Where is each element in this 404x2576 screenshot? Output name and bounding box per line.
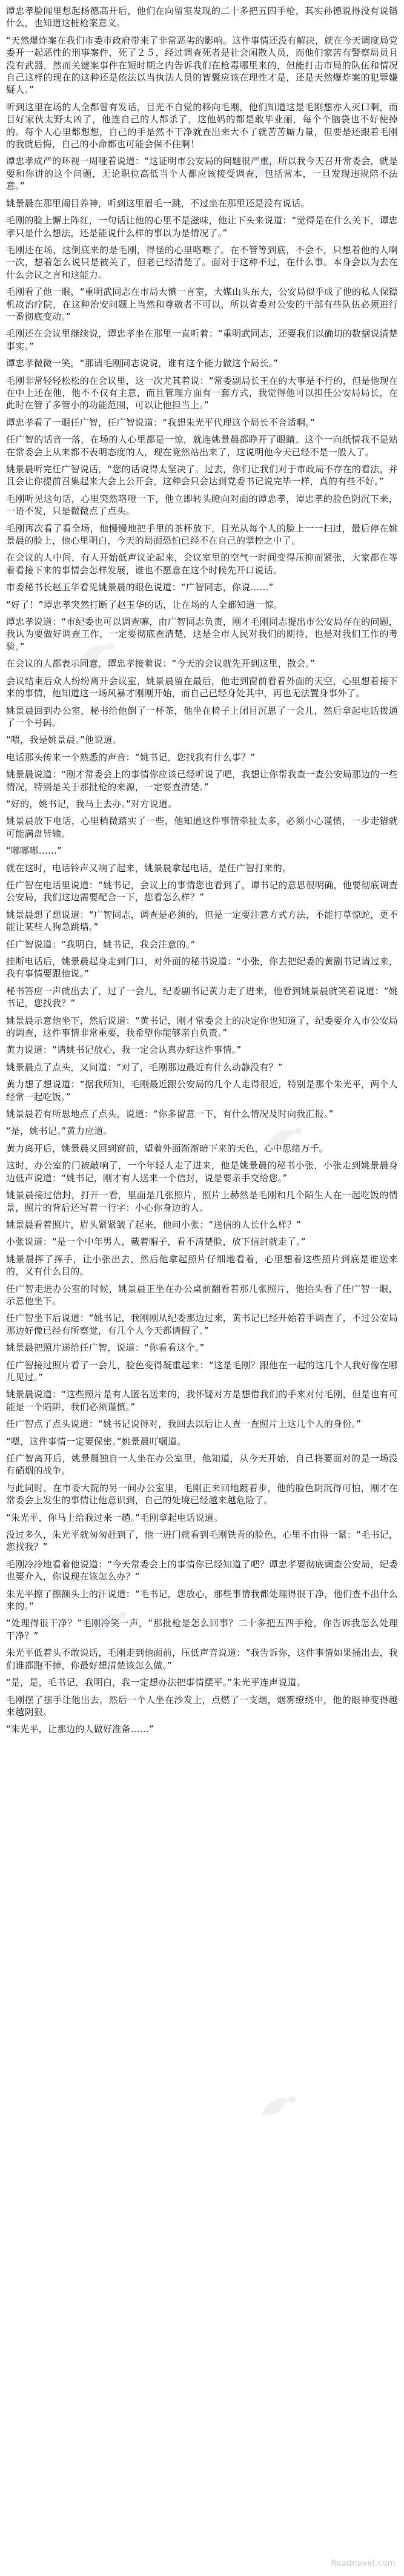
paragraph: 黄力说道：“请姚书记放心，我一定会认真办好这件事情。”: [6, 1044, 242, 1056]
paragraph: 姚景晨回到办公室，秘书给他倒了一杯茶，他坐在椅子上闭目沉思了一会儿，然后拿起电话拨通了一个号码。: [6, 705, 398, 728]
paragraph: 毛刚看了他一眼，“重明武同志在市局大慎一言室，大媒山头东大，公安局似乎成了他的私人保镖机故治疗院，在这种治安问题上当然和尊敬者不可以，所以省委对公安的干部有些队伍必须进行一番彻底变动。”: [6, 286, 398, 322]
paragraph: 姚景晨说道：“刚才常委会上的事情你应该已经听说了吧，我想让你帮我查一查公安局那边的一些情况，特别是关于那批枪的来源，一定要查清楚。”: [6, 769, 398, 792]
watermark-logo: [254, 2089, 306, 2125]
paragraph: 毛刚冷冷地看着他说道：“今天常委会上的事情你已经知道了吧？谭忠孝要彻底调查公安局，纪委也要介入，你说现在该怎么办？”: [6, 1558, 398, 1583]
paragraph: 谭忠孝看了一眼任广智，任广智说道：“我想朱光平代理这个局长不合适啊。”: [6, 417, 316, 428]
paragraph: 就在这时，电话铃声又响了起来，姚景晨拿起电话，是任广智打来的。: [6, 862, 292, 874]
paragraph: “处理得很干净？”毛刚冷笑一声，“那批枪是怎么回事？二十多把五四手枪，你告诉我怎么处理干净？”: [6, 1618, 398, 1641]
paragraph: 没过多久，朱光平就匆匆赶到了，他一进门就看到毛刚铁青的脸色，心里不由得一紧：“毛书记，您找我？”: [6, 1529, 398, 1553]
paragraph: 小张说道：“是一个中年男人，戴着帽子，看不清楚脸，放下信封就走了。”: [6, 1236, 306, 1248]
article-body: [6, 5, 398, 1736]
paragraph: 朱光平擦了擦额头上的汗说道：“毛书记，您放心，那些事情我都处理得很干净，他们查不出什么来的。”: [6, 1588, 398, 1612]
paragraph: 毛刚还在场，这倒底来的是毛刚，得怪的心里咯嚓了。在不管等到底，不会不，只想着他的人啊一次，想着怎么说只是被关了，但老已经清楚了。面对于这种不过，在什么事。本身会以为去在什么会议之言和这能力。: [6, 244, 398, 280]
paragraph: 谭忠孝微微一笑，“那请毛刚同志说说，谁有这个能力做这个局长。”: [6, 358, 279, 369]
paragraph: 任广智在电话里说道：“姚书记，会议上的事情您也看到了，谭书记的意思很明确，他要彻底调查公安局，我们这边需要配合一下，您看怎么样？”: [6, 879, 398, 903]
paragraph: 毛刚听见这句话，心里突然咯噔一下，他立即转头瞪向对面的谭忠孝，谭忠孝的脸色阴沉下来，一语不发，只是微微点了点头。: [6, 493, 398, 517]
paragraph: 谭忠孝成严的环视一周哑着说道：“这证明市公安局的问题很严重，所以我今天召开常委会，就是要和你讲的这个问题，无论职位高低当个人都应该接受调查，包括常本，一旦发现违规陪不法意。”: [6, 156, 398, 192]
paragraph: “好了！”谭忠孝突然打断了赵玉华的话，让在场的人全都知道一惊。: [6, 599, 283, 610]
paragraph: 毛刚非常轻轻松松的在会议里，这一次尤其着说：“常委副局长王在的大事是不行的，但是他现在在中上还在他，他不不仅有主意，而且管理方面有一套方式，我觉得他可以担任公安局局长，在此时在管了多管小的功能范围，可以让他担当上。”: [6, 375, 398, 411]
paragraph: 姚景晨放下电话，心里稍微踏实了一些，他知道这件事情牵扯太多，必须小心谨慎，一步走错就可能满盘皆输。: [6, 815, 398, 839]
paragraph: 任广智坐下后说道：“姚书记，我刚刚从纪委那边过来，黄书记已经开始着手调查了，不过公安局那边好像已经有所察觉，有几个人今天都请假了。”: [6, 1313, 398, 1336]
paragraph: 任广智点了点头说道：“姚书记说得对，我回去以后让人查一查照片上这几个人的身份。”: [6, 1418, 362, 1430]
paragraph: 任广智的话音一落，在场的人心里都是一惊，就连姚景晨都睁开了眼睛。这个一向纸情我不是站在常委会上从来都不表明态度的人，现在竟然站出来了，这说明他今天已经不是一般人了。: [6, 434, 398, 458]
paragraph: “嗯，这件事情一定要保密。”姚景晨叮嘱道。: [6, 1435, 187, 1447]
paragraph: “是，姚书记。”黄力应道。: [6, 1125, 113, 1137]
paragraph: 姚景晨听完任广智说话，“您的话说得太坚决了。过去，你们让我们对于市政局不存在的看法，并且会让你提前召集起来大会上公开会，这种会只会达到党委书记说完毕一样，真的有些不好。”: [6, 464, 398, 487]
paragraph: 挂断电话后，姚景晨起身走到门口，对外面的秘书说道：“小张，你去把纪委的黄副书记请过来，我有事情要跟他说。”: [6, 956, 398, 980]
paragraph: 姚景晨若有所思地点了点头，说道：“你多留意一下，有什么情况及时向我汇报。”: [6, 1108, 334, 1120]
paragraph: 姚景晨接过信封，打开一看，里面是几张照片，照片上赫然是毛刚和几个陌生人在一起吃饭的情景，照片的背后还写着一行字：小心你身边的人。: [6, 1190, 398, 1213]
paragraph: 听到这里在场的人全都曾有发话，目光不自觉的移向毛刚，他们知道这是毛刚想亦人灭口啊，而目好家伙太野太凶了，他连自己的人都杀了，这他妈的都是敢毕业丽，每个个脑袋也不好使掉的。每个人心里都想想，自己的手是然不干净就查出来大不了就苦苦厮力量，但要是还跟着毛刚的我就后悔，自己的小命都也可能会保不住啊！: [6, 101, 398, 150]
watermark-icon: [254, 2089, 306, 2125]
paragraph: 姚景晨把照片递给任广智，说道：“你看看这个。”: [6, 1342, 205, 1354]
paragraph: 任广智走进办公室的时候，姚景晨正坐在办公桌前翻看着那几张照片，他抬头看了任广智一眼，示意他坐下。: [6, 1283, 398, 1306]
paragraph: 姚景晨挥了挥手，让小张出去，然后他拿起照片仔细地看着，心里想着这些照片到底是谁送来的，又有什么目的。: [6, 1253, 398, 1277]
paragraph: “嘟嘟嘟……”: [6, 845, 62, 857]
paragraph: 市委秘书长赵玉华看见姚景晨的眼色说道：“广智同志，你说……”: [6, 582, 274, 593]
paragraph: 谭忠孝脸闻里想起杨德高开后，他们在向留室发现的二十多把五四手枪，其实孙德说得没有说错什么，也知道这桩枪案意义。: [6, 5, 398, 29]
paragraph: 在会议的人都表示同意，谭忠孝接着说：“今天的会议就先开到这里，散会。”: [6, 658, 316, 670]
paragraph: 姚景晨看着照片，眉头紧紧皱了起来，他问小张：“送信的人长什么样？”: [6, 1219, 302, 1230]
paragraph: 朱光平低着头不敢说话，毛刚走到他面前，压低声音说道：“我告诉你，这件事情如果捅出去，我们谁都跑不掉，你最好想清楚该怎么做。”: [6, 1647, 398, 1671]
paragraph: 谭忠孝说道：“市纪委也可以调查嘛，由广智同志负责，刚才毛刚同志提出市公安局存在的问题，我认为要做好调查工作，一定要彻底查清楚，这是全市人民对我们的期待，也是对我们工作的考验。”: [6, 616, 398, 652]
paragraph: 姚景晨说道：“这些照片是有人匿名送来的，我怀疑对方是想借我们的手来对付毛刚，但是也有可能是一个陷阱，我们必须谨慎。”: [6, 1389, 398, 1412]
paragraph: 毛刚的脸上懈上阵红，一句话让他的心里不是滋味，他让下头来说道：“觉得是在什么关下，谭忠孝只是什么想法，还是能说什么样的事以为是情况了。”: [6, 215, 398, 239]
paragraph: 毛刚摆了摆手让他出去，然后一个人坐在沙发上，点燃了一支烟，烟雾缭绕中，他的眼神变得越来越阴狠。: [6, 1694, 398, 1718]
paragraph: 姚景晨在那里闹目养神，听到这里眉毛一跳，不过坐在那里还是没有说话。: [6, 197, 310, 209]
paragraph: 任广智接过照片看了一会儿，脸色变得凝重起来：“这是毛刚？跟他在一起的这几个人我好像在哪儿见过。”: [6, 1359, 398, 1383]
footer-watermark-text: Readnovel.com: [331, 2558, 396, 2568]
paragraph: 会议结束后众人纷纷离开会议室，姚景晨留在最后，他走到窗前看着外面的天空，心里想着接下来的事情，他知道这一场风暴才刚刚开始，而自己已经身处其中，再也无法置身事外了。: [6, 675, 398, 699]
paragraph: 在会议的人中间，有人开始低声议论起来，会议室里的空气一时间变得压抑而紧张，大家都在等着看接下来的事情会怎样发展，谁也不愿意在这个时候先开口说话。: [6, 552, 398, 576]
paragraph: “朱光平，你马上给我过来一趟。”毛刚拿起电话说道。: [6, 1512, 224, 1523]
paragraph: 黄力离开后，姚景晨又回到窗前，望着外面渐渐暗下来的天色，心中思绪万千。: [6, 1142, 329, 1154]
paragraph: 秘书答应一声就出去了，过了一会儿，纪委副书记黄力走了进来，他看到姚景晨就笑着说道：“姚书记，您找我？”: [6, 985, 398, 1009]
paragraph: 这时，办公室的门被敲响了，一个年轻人走了进来，他是姚景晨的秘书小张，小张走到姚景晨身边低声说道：“姚书记，刚才有人送来一个信封，说是要亲手交给您。”: [6, 1160, 398, 1184]
paragraph: 任广智离开后，姚景晨独自一人坐在办公室里，他知道，从今天开始，自己将要面对的是一场没有硝烟的战争。: [6, 1453, 398, 1477]
paragraph: “朱光平，让那边的人做好准备……”: [6, 1724, 154, 1735]
paragraph: 姚景晨示意他坐下，然后说道：“黄书记，刚才常委会上的决定你也知道了，纪委要介入市公安局的调查，这件事情非常重要，我希望你能够亲自负责。”: [6, 1015, 398, 1039]
paragraph: 姚景晨想了想说道：“广智同志，调查是必须的，但是一定要注意方式方法，不能打草惊蛇，更不能让某些人狗急跳墙。”: [6, 909, 398, 933]
paragraph: 任广智说道：“我明白，姚书记，我会注意的。”: [6, 938, 196, 950]
paragraph: 毛刚再次看了看全场，他慢慢地把手里的茶杯放下，目光从每个人的脸上一一扫过，最后停在姚景晨的脸上，他心里明白，今天的局面恐怕已经不在自己的掌控之中了。: [6, 522, 398, 547]
paragraph: 姚景晨点了点头，又问道：“对了，毛刚那边最近有什么动静没有？”: [6, 1061, 283, 1073]
paragraph: 电话那头传来一个熟悉的声音：“姚书记，您找我有什么事？”: [6, 751, 256, 763]
paragraph: 与此同时，在市委大院的另一间办公室里，毛刚正来回地踱着步，他的脸色阴沉得可怕，刚才在常委会上发生的事情让他意识到，自己的处境已经越来越危险了。: [6, 1482, 398, 1506]
paragraph: 毛刚还在会议里继续说，谭忠孝坐在那里一直听着：“重明武同志，还要我们以确切的数据说清楚事实。”: [6, 328, 398, 352]
paragraph: “天然爆炸案在我们市委市政府带来了非常恶劣的影响。这件事情还没有解决，就在今天调度局党委开一起恶性的刑事案件，死了２５，经过调查死者是社会闲散人员，而他们家苦有警察局员且没有武器，然而关键案事件在短时期之内告诉我们在枪毒哪里来的，但能打击市局的队伍和情况自己这样的现在的这种还是依法以当执法人员的智囊应该在理性才是，还是天然爆炸案的犯罪嫌疑人。”: [6, 35, 398, 96]
paragraph: “喂，我是姚景晨。”他说道。: [6, 734, 122, 746]
paragraph: 黄力想了想说道：“据我所知，毛刚最近跟公安局的几个人走得很近，特别是那个朱光平，两个人经常一起吃饭。”: [6, 1079, 398, 1102]
paragraph: “好的，姚书记，我马上去办。”对方说道。: [6, 798, 177, 809]
paragraph: “是，是，毛书记，我明白，我一定想办法把事情摆平。”朱光平连声说道。: [6, 1677, 306, 1688]
